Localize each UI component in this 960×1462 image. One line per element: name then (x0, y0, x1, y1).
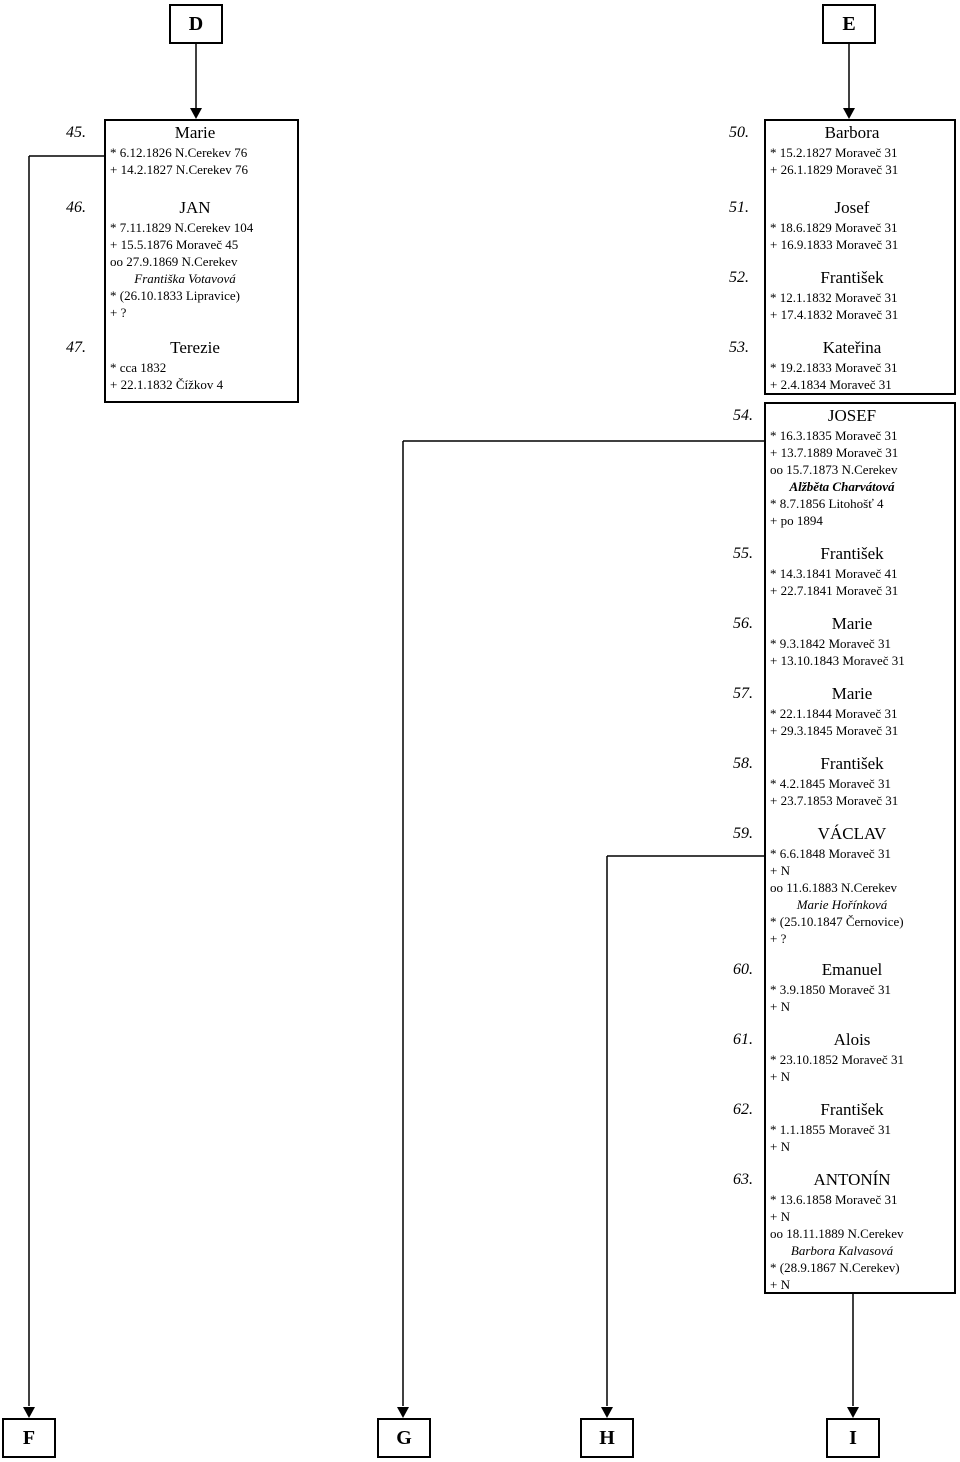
person-number: 62. (733, 1101, 753, 1118)
person-name: Marie (174, 123, 216, 142)
person-detail: * 4.2.1845 Moraveč 31 (770, 776, 891, 791)
person-name: JOSEF (827, 406, 877, 425)
person-number: 50. (729, 124, 749, 141)
person-detail: + N (770, 999, 790, 1014)
person-detail: + 23.7.1853 Moraveč 31 (770, 793, 899, 808)
box-f (2, 1418, 56, 1458)
person-detail: * 7.11.1829 N.Cerekev 104 (110, 220, 254, 235)
box-g-label: G (396, 1426, 412, 1449)
person-detail: + N (770, 1139, 790, 1154)
person-detail: + 22.1.1832 Čížkov 4 (110, 377, 224, 392)
person-number: 59. (733, 825, 753, 842)
person-detail: * 14.3.1841 Moraveč 41 (770, 566, 898, 581)
person-detail: * 3.9.1850 Moraveč 31 (770, 982, 891, 997)
e-arrow-head (843, 108, 855, 119)
person-detail: oo 18.11.1889 N.Cerekev (770, 1226, 904, 1241)
person-name: Marie (831, 614, 873, 633)
spouse-detail: * 8.7.1856 Litohošť 4 (770, 496, 884, 511)
person-detail: + N (770, 1069, 790, 1084)
person-name: JAN (179, 198, 211, 217)
person-detail: * 9.3.1842 Moraveč 31 (770, 636, 891, 651)
person-detail: * 12.1.1832 Moraveč 31 (770, 290, 898, 305)
person-detail: oo 27.9.1869 N.Cerekev (110, 254, 238, 269)
person-name: Marie (831, 684, 873, 703)
spouse-name: Františka Votavová (134, 271, 236, 286)
person-name: VÁCLAV (817, 824, 887, 843)
person-detail: oo 15.7.1873 N.Cerekev (770, 462, 898, 477)
person-name: František (820, 268, 884, 287)
person-name: Emanuel (821, 960, 883, 979)
person-detail: * 1.1.1855 Moraveč 31 (770, 1122, 891, 1137)
box-d (169, 4, 223, 44)
person-detail: * 19.2.1833 Moraveč 31 (770, 360, 898, 375)
person-name: František (820, 544, 884, 563)
person-detail: + 17.4.1832 Moraveč 31 (770, 307, 899, 322)
person-number: 46. (66, 199, 86, 216)
f-arrow-head (23, 1407, 35, 1418)
d-arrow-head (190, 108, 202, 119)
spouse-detail: * (26.10.1833 Lipravice) (110, 288, 240, 303)
person-detail: + N (770, 863, 790, 878)
person-detail: + 14.2.1827 N.Cerekev 76 (110, 162, 249, 177)
person-number: 58. (733, 755, 753, 772)
person-detail: * 6.12.1826 N.Cerekev 76 (110, 145, 248, 160)
person-number: 51. (729, 199, 749, 216)
person-name: Barbora (824, 123, 880, 142)
spouse-detail: + ? (770, 931, 787, 946)
person-number: 52. (729, 269, 749, 286)
box-g (377, 1418, 431, 1458)
person-name: Alois (833, 1030, 871, 1049)
person-detail: + 15.5.1876 Moraveč 45 (110, 237, 239, 252)
person-name: ANTONÍN (813, 1170, 891, 1189)
person-number: 63. (733, 1171, 753, 1188)
i-arrow-head (847, 1407, 859, 1418)
person-name: František (820, 1100, 884, 1119)
person-detail: + 29.3.1845 Moraveč 31 (770, 723, 899, 738)
box-d-label: D (188, 12, 204, 35)
person-detail: * 13.6.1858 Moraveč 31 (770, 1192, 898, 1207)
spouse-name: Marie Hořínková (796, 897, 888, 912)
person-detail: + 13.7.1889 Moraveč 31 (770, 445, 899, 460)
spouse-detail: + po 1894 (770, 513, 823, 528)
box-i (826, 1418, 880, 1458)
person-number: 57. (733, 685, 753, 702)
person-detail: * 23.10.1852 Moraveč 31 (770, 1052, 904, 1067)
person-name: Kateřina (822, 338, 882, 357)
person-detail: + N (770, 1209, 790, 1224)
person-detail: * 22.1.1844 Moraveč 31 (770, 706, 898, 721)
person-name: Josef (834, 198, 870, 217)
box-e-label: E (842, 12, 856, 35)
person-detail: * 18.6.1829 Moraveč 31 (770, 220, 898, 235)
spouse-detail: * (28.9.1867 N.Cerekev) (770, 1260, 900, 1275)
person-detail: + 22.7.1841 Moraveč 31 (770, 583, 899, 598)
person-detail: + 16.9.1833 Moraveč 31 (770, 237, 899, 252)
person-number: 45. (66, 124, 86, 141)
person-detail: + 13.10.1843 Moraveč 31 (770, 653, 905, 668)
box-h (580, 1418, 634, 1458)
person-number: 56. (733, 615, 753, 632)
person-number: 60. (733, 961, 753, 978)
person-number: 47. (66, 339, 86, 356)
box-e (822, 4, 876, 44)
person-detail: * 6.6.1848 Moraveč 31 (770, 846, 891, 861)
person-detail: + 2.4.1834 Moraveč 31 (770, 377, 892, 392)
g-arrow-head (397, 1407, 409, 1418)
spouse-detail: + ? (110, 305, 127, 320)
person-detail: + 26.1.1829 Moraveč 31 (770, 162, 899, 177)
spouse-name: Barbora Kalvasová (790, 1243, 894, 1258)
person-number: 61. (733, 1031, 753, 1048)
spouse-detail: + N (770, 1277, 790, 1292)
person-name: Terezie (170, 338, 220, 357)
person-number: 55. (733, 545, 753, 562)
person-name: František (820, 754, 884, 773)
person-number: 54. (733, 407, 753, 424)
box-i-label: I (849, 1426, 857, 1449)
h-arrow-head (601, 1407, 613, 1418)
person-detail: * 15.2.1827 Moraveč 31 (770, 145, 898, 160)
person-number: 53. (729, 339, 749, 356)
person-detail: * 16.3.1835 Moraveč 31 (770, 428, 898, 443)
box-f-label: F (22, 1426, 36, 1449)
box-h-label: H (599, 1426, 615, 1449)
person-detail: oo 11.6.1883 N.Cerekev (770, 880, 897, 895)
spouse-name: Alžběta Charvátová (789, 479, 895, 494)
spouse-detail: * (25.10.1847 Černovice) (770, 914, 904, 929)
person-detail: * cca 1832 (110, 360, 167, 375)
